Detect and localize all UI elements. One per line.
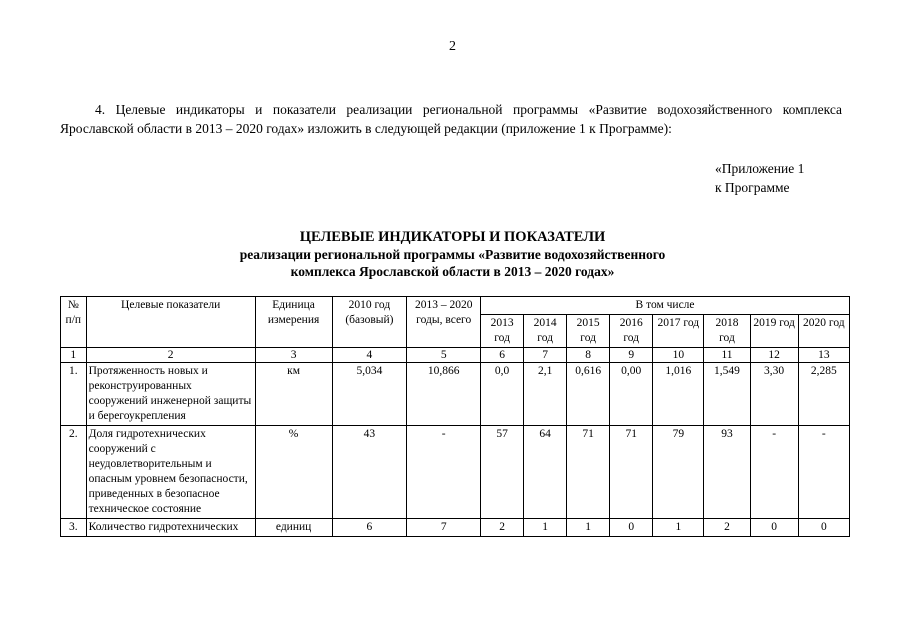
column-number: 5 — [407, 348, 481, 363]
indicator-name: Протяженность новых и реконструированных сооружений инженерной защиты и берегоукрепления — [86, 363, 255, 426]
header-indicator: Целевые показатели — [86, 297, 255, 348]
year-value: 0 — [798, 519, 849, 537]
column-number: 12 — [750, 348, 798, 363]
column-number: 10 — [653, 348, 704, 363]
indicators-table — [60, 296, 850, 537]
year-value: 2 — [481, 519, 524, 537]
appendix-reference — [715, 159, 804, 197]
year-value: 0,00 — [610, 363, 653, 426]
header-year: 2019 год — [750, 315, 798, 348]
year-value: 71 — [610, 426, 653, 519]
header-unit: Единица измерения — [255, 297, 332, 348]
year-value: 57 — [481, 426, 524, 519]
header-including: В том числе — [481, 297, 850, 315]
header-year: 2018 год — [704, 315, 750, 348]
column-number-row — [61, 348, 850, 363]
table-title — [0, 228, 905, 280]
year-value: 2,285 — [798, 363, 849, 426]
column-number: 7 — [524, 348, 567, 363]
column-number: 3 — [255, 348, 332, 363]
year-value: 2,1 — [524, 363, 567, 426]
year-value: 1 — [524, 519, 567, 537]
year-value: 0,616 — [567, 363, 610, 426]
row-number: 3. — [61, 519, 87, 537]
year-value: 79 — [653, 426, 704, 519]
column-number: 9 — [610, 348, 653, 363]
appendix-line-1: «Приложение 1 — [715, 161, 805, 176]
total-value: 7 — [407, 519, 481, 537]
row-number: 2. — [61, 426, 87, 519]
year-value: 1 — [567, 519, 610, 537]
indicator-name: Количество гидротехнических — [86, 519, 255, 537]
year-value: 1 — [653, 519, 704, 537]
header-year: 2013 год — [481, 315, 524, 348]
header-year: 2015 год — [567, 315, 610, 348]
year-value: 0 — [610, 519, 653, 537]
table-row — [61, 426, 850, 519]
base-value: 43 — [332, 426, 407, 519]
year-value: 64 — [524, 426, 567, 519]
unit-cell: % — [255, 426, 332, 519]
year-value: 0,0 — [481, 363, 524, 426]
column-number: 2 — [86, 348, 255, 363]
page-number: 2 — [449, 39, 456, 54]
appendix-line-2: к Программе — [715, 180, 790, 195]
header-year: 2017 год — [653, 315, 704, 348]
header-year: 2020 год — [798, 315, 849, 348]
unit-cell: единиц — [255, 519, 332, 537]
header-row-1 — [61, 297, 850, 315]
year-value: 1,549 — [704, 363, 750, 426]
header-num: № п/п — [61, 297, 87, 348]
header-year: 2016 год — [610, 315, 653, 348]
title-line-3: комплекса Ярославской области в 2013 – 2020 годах» — [290, 264, 615, 279]
intro-paragraph: 4. Целевые индикаторы и показатели реализации региональной программы «Развитие водохозяйственного комплекса Ярославской области в 2013 – 2020 годах» изложить в следующей редакции (приложение 1 к Программе): — [60, 102, 842, 136]
column-number: 1 — [61, 348, 87, 363]
column-number: 6 — [481, 348, 524, 363]
row-number: 1. — [61, 363, 87, 426]
year-value: 0 — [750, 519, 798, 537]
table-row — [61, 519, 850, 537]
column-number: 11 — [704, 348, 750, 363]
column-number: 4 — [332, 348, 407, 363]
year-value: 71 — [567, 426, 610, 519]
base-value: 6 — [332, 519, 407, 537]
base-value: 5,034 — [332, 363, 407, 426]
table-row — [61, 363, 850, 426]
column-number: 8 — [567, 348, 610, 363]
year-value: 1,016 — [653, 363, 704, 426]
header-total: 2013 – 2020 годы, всего — [407, 297, 481, 348]
title-line-2: реализации региональной программы «Развитие водохозяйственного — [239, 247, 666, 262]
title-line-1: ЦЕЛЕВЫЕ ИНДИКАТОРЫ И ПОКАЗАТЕЛИ — [299, 229, 606, 245]
header-year: 2014 год — [524, 315, 567, 348]
indicator-name: Доля гидротехнических сооружений с неудовлетворительным и опасным уровнем безопасности, приведенных в безопасное техническое состояние — [86, 426, 255, 519]
total-value: 10,866 — [407, 363, 481, 426]
year-value: 2 — [704, 519, 750, 537]
total-value: - — [407, 426, 481, 519]
unit-cell: км — [255, 363, 332, 426]
column-number: 13 — [798, 348, 849, 363]
header-base: 2010 год (базовый) — [332, 297, 407, 348]
year-value: - — [750, 426, 798, 519]
year-value: 93 — [704, 426, 750, 519]
year-value: 3,30 — [750, 363, 798, 426]
year-value: - — [798, 426, 849, 519]
